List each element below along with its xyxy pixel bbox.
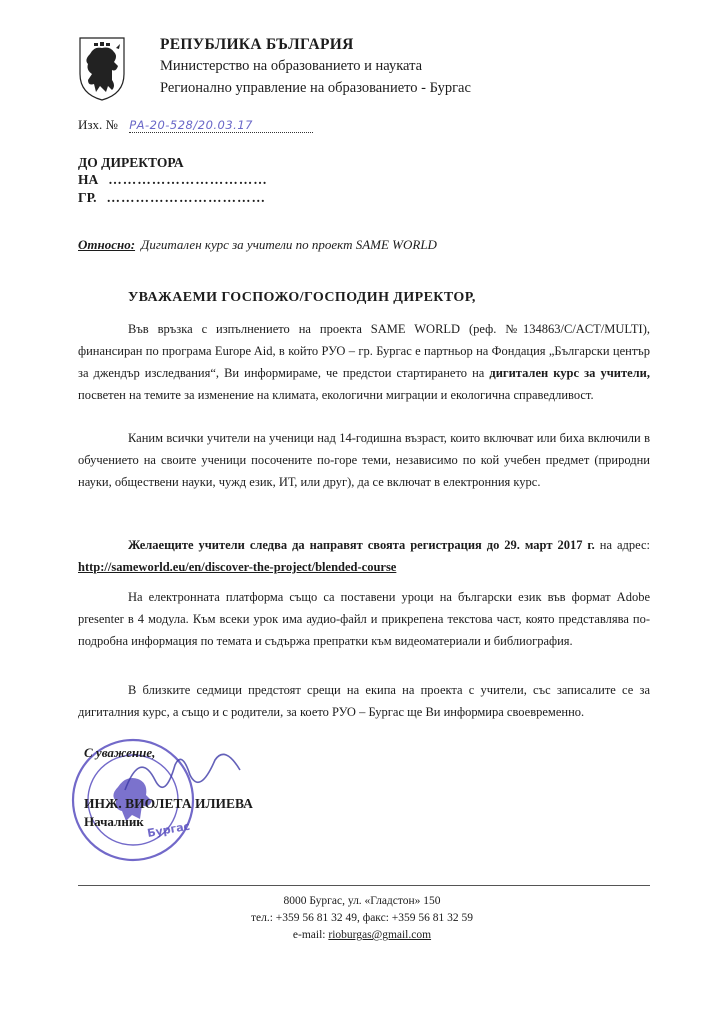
greeting: УВАЖАЕМИ ГОСПОЖО/ГОСПОДИН ДИРЕКТОР, xyxy=(128,290,476,305)
addressee-na-line xyxy=(78,172,268,188)
reference-line xyxy=(78,117,313,133)
paragraph-1-part-a: Във връзка с изпълнението на проекта SAME WORLD (реф. №134863/C/ACT/MULTI), финансиран по програма Europe Aid, в който РУО – гр. Бургас е партньор на Фондация „Български център за джендър изследвания“, Ви информираме, че предстои стартирането на xyxy=(78,322,650,380)
addressee-na-dots: …………………………… xyxy=(108,172,268,187)
header-country: РЕПУБЛИКА БЪЛГАРИЯ xyxy=(160,36,354,53)
registration-deadline: Желаещите учители следва да направят своята регистрация до 29. март 2017 г. xyxy=(128,538,595,552)
subject-text: Дигитален курс за учители по проект SAME WORLD xyxy=(141,237,437,252)
footer-divider xyxy=(78,885,650,886)
footer-email-line xyxy=(0,929,724,941)
paragraph-3 xyxy=(78,534,650,578)
footer-email[interactable]: rioburgas@gmail.com xyxy=(328,929,432,941)
subject-label: Относно: xyxy=(78,237,136,252)
signature-closing: С уважение, xyxy=(84,745,156,760)
course-link[interactable]: http://sameworld.eu/en/discover-the-project/blended-course xyxy=(78,560,397,574)
coat-of-arms-logo xyxy=(72,34,132,102)
subject-line xyxy=(78,237,437,253)
footer-phones: тел.: +359 56 81 32 49, факс: +359 56 81 32 59 xyxy=(250,912,474,924)
paragraph-5: В близките седмици предстоят срещи на екипа на проекта с учители, със записалите се за дигиталния курс, а също и с родители, за което РУО – Бургас ще Ви информира своевременно. xyxy=(78,683,650,719)
header-region: Регионално управление на образованието - Бургас xyxy=(160,80,471,96)
paragraph-2: Каним всички учители на ученици над 14-годишна възраст, които включват или биха включили в обучението на своите ученици посочените по-горе теми, независимо по кой учебен предмет (природни науки, обществени науки, чужд език, ИТ, или друг), да се включат в електронния курс. xyxy=(78,431,650,489)
paragraph-1-highlight: дигитален курс за учители, xyxy=(489,366,650,380)
paragraph-1 xyxy=(78,318,650,406)
reference-label: Изх. № xyxy=(78,117,118,132)
footer-email-label: e-mail: xyxy=(292,929,329,941)
footer-address: 8000 Бургас, ул. «Гладстон» 150 xyxy=(283,895,441,907)
addressee-city-line xyxy=(78,190,266,206)
addressee-title: ДО ДИРЕКТОРА xyxy=(78,155,184,170)
paragraph-4: На електронната платформа също са поставени уроци на български език във формат Adobe presenter в 4 модула. Към всеки урок има аудио-файл и прикрепена текстова част, която представлява по-подробна информация по темата и съдържа препратки към видеоматериали и библиография. xyxy=(78,590,650,648)
addressee-na-label: НА xyxy=(78,172,99,187)
addressee-city-label: ГР. xyxy=(78,190,97,205)
header-ministry: Министерство на образованието и науката xyxy=(160,58,423,74)
stamp-text: Бургас xyxy=(146,819,191,840)
reference-number: РА-20-528/20.03.17 xyxy=(129,118,313,133)
signatory-name: ИНЖ. ВИОЛЕТА ИЛИЕВА xyxy=(84,796,253,811)
signatory-title: Началник xyxy=(84,814,144,829)
paragraph-1-part-c: посветен на темите за изменение на климата, екологични миграции и екологична справедливост. xyxy=(78,388,594,402)
addressee-city-dots: …………………………… xyxy=(106,190,267,205)
paragraph-3-address-label: на адрес: xyxy=(594,538,650,552)
